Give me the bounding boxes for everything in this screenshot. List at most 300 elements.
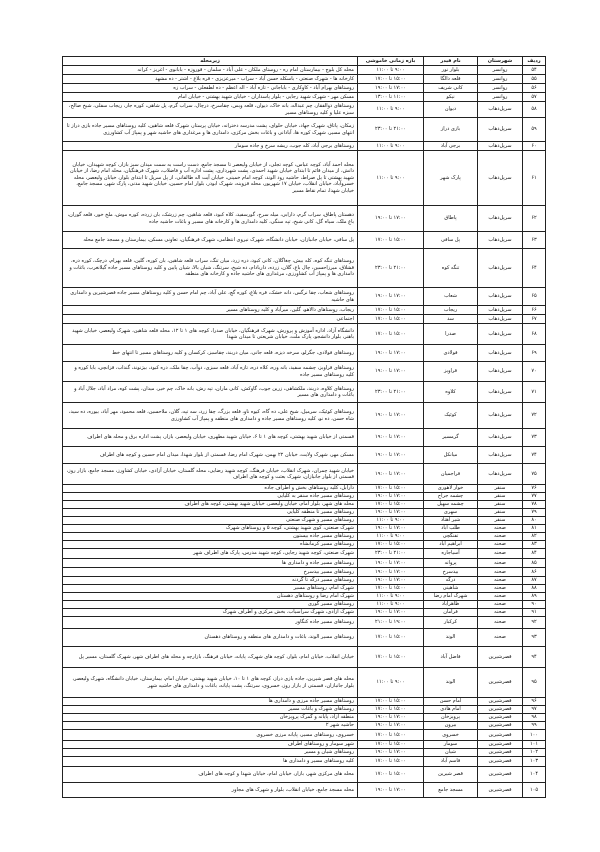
row-number: ۶۱ (522, 151, 545, 205)
county-cell: سرپل‌ذهاب (477, 315, 522, 323)
county-cell: قصرشیرین (477, 698, 522, 705)
sub-area: روستاهای فولادی، جگرلو، سرخه دیزه، قلعه جانی، میان دربند، چقاسبز، کرکسان و کلیه روستاهای مسیر تا انتهای خط (112, 349, 354, 356)
table-row (62, 533, 545, 541)
outage-time: ۱۷:۰۰ تا ۱۹:۰۰ (357, 559, 423, 567)
table-row (62, 749, 545, 757)
sub-area: روستاهای مسیر تا منطقه کلیایی (287, 509, 354, 516)
header-row-number: ردیف (522, 57, 545, 65)
sub-area: محله کل بلوچ - بیمارستان امام ره - روستای ملکان - علی آباد - سلمان - قوروزه - بابانوی - اغریز - کرانه (137, 66, 354, 73)
row-number: ۵۷ (522, 93, 545, 101)
county-cell: سرپل‌ذهاب (477, 118, 522, 141)
outage-time: ۱۷:۰۰ تا ۱۹:۰۰ (357, 509, 423, 516)
feeder-name: شیان (423, 749, 477, 756)
county-cell: سرپل‌ذهاب (477, 306, 522, 314)
outage-time: ۱۷:۰۰ تا ۱۹:۰۰ (357, 493, 423, 500)
sub-area-cell (62, 75, 357, 83)
outage-time: ۱۷:۰۰ تا ۱۹:۰۰ (357, 403, 423, 428)
row-number: ۵۹ (522, 118, 545, 141)
table-row (62, 767, 545, 783)
table-row (62, 601, 545, 609)
table-row (62, 609, 545, 617)
sub-area: خیابان شهید چمران، شهرک انقلاب، خیابان فرهنگ، کوچه شهید رضایی، محله گلستان، خیابان آزادی، خیابان کشاورز، مسجد جامع، بازار روز، قسمتی از بلوار جانبازان، شهرک بعثت و کوچه های اطراف (66, 467, 354, 480)
table-row (62, 501, 545, 509)
sub-area-cell (62, 493, 357, 500)
feeder-name: تفنگچی (423, 533, 477, 540)
feeder-name: آسیاجاره (423, 549, 477, 558)
row-number: ۸۹ (522, 593, 545, 600)
feeder-name: خسروی (423, 730, 477, 740)
county-cell: صحنه (477, 533, 522, 540)
sub-area-cell (62, 232, 357, 248)
sub-area-cell (62, 533, 357, 540)
feeder-name: قصر شیرین (423, 767, 477, 782)
county-cell: سرپل‌ذهاب (477, 324, 522, 344)
outage-time: ۱۵:۰۰ تا ۱۷:۰۰ (357, 767, 423, 782)
sub-area: محله احمد آباد، کوچه عباس، کوچه تجلی، از خیابان ولیعصر تا مسجد جامع، دست راست به سمت میدان سبز بازار، کوچه شهیدان، خیابان دانش، از میدان قائم تا ابتدای خیابان شهید احمدی، پشت شهرداری، پشت اداره آب و فاضلاب، شهرک فرهنگیان، محله امام رضا، از خیابان شهید بهشتی تا پل صراط، حاشیه رود الوند، کوچه امام خمینی، خیابان آیت اله طالقانی، از پل سرپل تا ابتدای بلوار، خیابان ولیعصر، محله خسروآباد، خیابان انقلاب، خیابان ۱۷ شهریور، محله قزوینه، شهرک ابوذر، بلوار امام حسین، خیابان شهید مدنی، پارک شهر، مسجد جامع، خیابان شهدا، تمام نقاط مسیر (70, 161, 354, 194)
sub-area-cell (62, 559, 357, 567)
outage-time: ۱۵:۰۰ تا ۱۷:۰۰ (357, 629, 423, 646)
outage-time: ۱۷:۰۰ تا ۱۹:۰۰ (357, 464, 423, 484)
outage-time: ۱۵:۰۰ تا ۱۷:۰۰ (357, 585, 423, 592)
feeder-name: فرامان (423, 609, 477, 616)
table-row (62, 629, 545, 647)
feeder-name: ریجاب (423, 306, 477, 314)
sub-area: روستاهای شعاب، چقا نرگس، دانه خشک، قره بلاغ، کوره گچ، علی آباد، چم امام حسن و کلیه روستاهای مسیر جاده قصرشیرین و دامداری های حاشیه (70, 290, 354, 303)
sub-area: منطقه آزاد، پایانه و گمرک پرویزخان (279, 714, 354, 721)
sub-area-cell (62, 93, 357, 101)
sub-area-cell (62, 288, 357, 305)
sub-area: روستاهای مسیر جاده و دامداری ها (281, 559, 354, 566)
table-row (62, 84, 545, 93)
sub-area: روستاهای برجی آباد، کله جوب، ریشه سرخ و جاده سومار (234, 142, 354, 149)
table-row (62, 324, 545, 345)
sub-area: زمکان، پاتاق، شهرک جهاد، خیابان حلوای، پشت مدرسه دخترانه، خیابان پرستار، شهرک قلعه شاهین، کلیه روستاهای مسیر جاده بازی دراز تا انتهای مسیر، شهرک کوره ها، آبادانی و باغات بخش مرکزی، دامداری ها و مرغداری های حاشیه شهر و پمپاژ آب کشاورزی (66, 123, 354, 136)
county-cell: روانسر (477, 66, 522, 74)
outage-time: ۱۹:۰۰ تا ۲۱:۰۰ (357, 617, 423, 628)
feeder-name: بازی دراز (423, 118, 477, 141)
sub-area: مسکن مهر - شهرک شهید رجایی - بلوار پاسداران - خیابان شهید بهشتی - خیابان امام (177, 93, 354, 100)
sub-area: شهرک صنعتی، کوچه شهید رجایی، کوچه شهید مدرس، پارک های اطراف شهر (193, 550, 354, 557)
row-number: ۹۷ (522, 706, 545, 713)
table-row (62, 549, 545, 559)
sub-area-cell (62, 783, 357, 797)
row-number: ۹۸ (522, 714, 545, 721)
outage-time: ۱۵:۰۰ تا ۱۷:۰۰ (357, 485, 423, 492)
sub-area: شهر سومار و روستاهای اطراف (287, 741, 354, 748)
outage-time: ۱۷:۰۰ تا ۱۹:۰۰ (357, 525, 423, 532)
county-cell: صحنه (477, 549, 522, 558)
row-number: ۶۷ (522, 315, 545, 323)
table-row (62, 206, 545, 232)
county-cell: سرپل‌ذهاب (477, 464, 522, 484)
feeder-name: گرمسیر (423, 429, 477, 446)
row-number: ۵۶ (522, 84, 545, 92)
feeder-name: قلعه دالگا (423, 75, 477, 83)
outage-time: ۱۷:۰۰ تا ۱۹:۰۰ (357, 362, 423, 381)
outage-time: ۱۵:۰۰ تا ۱۷:۰۰ (357, 647, 423, 667)
sub-area-cell (62, 577, 357, 584)
table-row (62, 142, 545, 151)
table-header-row (62, 57, 545, 66)
table-row (62, 288, 545, 306)
sub-area: مسکن مهر، شهرک ولایت، خیابان ۲۲ بهمن، شهرک امام رضا، قسمتی از بلوار شهدا، میدان امام حسین و کوچه های اطراف (99, 451, 354, 458)
sub-area: روستاهای مسیر کرمانشاه (299, 541, 354, 548)
table-row (62, 464, 545, 485)
table-row (62, 541, 545, 549)
table-row (62, 525, 545, 533)
sub-area-cell (62, 464, 357, 484)
row-number: ۸۸ (522, 585, 545, 592)
feeder-name: الوند (423, 668, 477, 697)
sub-area-cell (62, 617, 357, 628)
sub-area: روستاهای مسیر درگه تا گردنه (292, 577, 354, 584)
outage-time: ۱۷:۰۰ تا ۱۹:۰۰ (357, 345, 423, 361)
outage-time: ۱۷:۰۰ تا ۱۹:۰۰ (357, 447, 423, 463)
sub-area: ریجاب، روستاهای دالاهو، گلین، میرآباد و کلیه روستاهای مسیر (226, 306, 354, 313)
row-number: ۹۶ (522, 698, 545, 705)
feeder-name: مسجد جامع (423, 783, 477, 797)
row-number: ۸۶ (522, 568, 545, 576)
feeder-name: امام حسن (423, 698, 477, 705)
county-cell: سرپل‌ذهاب (477, 232, 522, 248)
sub-area-cell (62, 568, 357, 576)
sub-area: روستاهای مسیر و شهرک صنعتی (286, 517, 354, 524)
outage-time: ۱۷:۰۰ تا ۱۹:۰۰ (357, 288, 423, 305)
sub-area-cell (62, 509, 357, 516)
table-row (62, 249, 545, 288)
table-row (62, 517, 545, 525)
table-row (62, 93, 545, 102)
county-cell: صحنه (477, 525, 522, 532)
row-number: ۶۰ (522, 142, 545, 150)
feeder-name: کوئیک (423, 403, 477, 428)
feeder-name: سومار (423, 741, 477, 748)
feeder-name: چشمه جراح (423, 493, 477, 500)
outage-time: ۱۵:۰۰ تا ۱۷:۰۰ (357, 306, 423, 314)
row-number: ۶۹ (522, 345, 545, 361)
sub-area: شهرک امام، روستاهای مسیر (293, 585, 354, 592)
table-row (62, 783, 545, 798)
feeder-name: ابراهیم آباد (423, 541, 477, 548)
county-cell: سرپل‌ذهاب (477, 142, 522, 150)
outage-time: ۱۷:۰۰ تا ۱۹:۰۰ (357, 84, 423, 92)
outage-time: ۹:۰۰ تا ۱۱:۰۰ (357, 533, 423, 540)
sub-area: خسروی، روستاهای مسیر، پایانه مرزی خسروی (256, 731, 354, 738)
county-cell: سنقر (477, 517, 522, 524)
sub-area: روستاهای قراویز، چشمه سفید، بانه وره، کلاه دره، تازه آباد، قلعه سبزی، دوآب، چقا ملک، دره کبود، بیژنوند، گنداب، قزانچی، بابا کوره و کلیه روستاهای مسیر جاده (74, 365, 354, 378)
row-number: ۹۰ (522, 601, 545, 608)
row-number: ۷۳ (522, 429, 545, 446)
outage-time: ۲۱:۰۰ تا ۲۳:۰۰ (357, 382, 423, 402)
sub-area-cell (62, 66, 357, 74)
outage-time: ۱۷:۰۰ تا ۱۹:۰۰ (357, 577, 423, 584)
row-number: ۹۹ (522, 722, 545, 729)
outage-time: ۹:۰۰ تا ۱۱:۰۰ (357, 142, 423, 150)
outage-time: ۲۱:۰۰ تا ۲۳:۰۰ (357, 118, 423, 141)
table-row (62, 568, 545, 577)
outage-time: ۱۷:۰۰ تا ۱۹:۰۰ (357, 783, 423, 797)
sub-area-cell (62, 601, 357, 608)
table-row (62, 757, 545, 767)
county-cell: سرپل‌ذهاب (477, 151, 522, 205)
sub-area: کارخانه ها - شهرک صنعتی - باسکله حسن آباد - سراب - میرعزیزی - قره بلاغ - اشتر - ده مشهد (155, 75, 354, 82)
table-row (62, 509, 545, 517)
county-cell: صحنه (477, 541, 522, 548)
sub-area-cell (62, 315, 357, 323)
outage-time: ۱۷:۰۰ تا ۱۹:۰۰ (357, 609, 423, 616)
county-cell: صحنه (477, 593, 522, 600)
county-cell: قصرشیرین (477, 706, 522, 713)
feeder-name: الوند (423, 629, 477, 646)
sub-area-cell (62, 767, 357, 782)
table-row (62, 429, 545, 447)
feeder-name: صدرا (423, 324, 477, 344)
feeder-name: خوار لاهوری (423, 485, 477, 492)
row-number: ۸۷ (522, 577, 545, 584)
table-row (62, 151, 545, 206)
sub-area-cell (62, 306, 357, 314)
sub-area: شهرک صنعتی، کوی شهید بهشتی، کوچه ۵ و روستاهای شهرک (225, 525, 354, 532)
table-row (62, 730, 545, 741)
sub-area-cell (62, 206, 357, 231)
county-cell: سرپل‌ذهاب (477, 447, 522, 463)
row-number: ۱۰۴ (522, 767, 545, 782)
feeder-name: پروانه (423, 559, 477, 567)
sub-area-cell (62, 403, 357, 428)
feeder-name: شاهینی (423, 585, 477, 592)
feeder-name: میانکل (423, 447, 477, 463)
outage-time: ۱۷:۰۰ تا ۱۹:۰۰ (357, 722, 423, 729)
row-number: ۹۳ (522, 629, 545, 646)
feeder-name: برجی آباد (423, 142, 477, 150)
county-cell: سرپل‌ذهاب (477, 206, 522, 231)
row-number: ۱۰۱ (522, 741, 545, 748)
feeder-name: قراویز (423, 362, 477, 381)
row-number: ۹۲ (522, 617, 545, 628)
county-cell: سرپل‌ذهاب (477, 429, 522, 446)
table-row (62, 741, 545, 749)
sub-area: روستاهای مسیر الوند، باغات و دامداری های منطقه و روستاهای دهستان (204, 634, 354, 641)
table-row (62, 362, 545, 382)
sub-area: دانشگاه آزاد، اداره آموزش و پرورش، شهرک فرهنگیان، خیابان صدرا، کوچه های ۱ تا ۱۲، محله قلعه شاهین، شهرک ولیعصر، خیابان شهید باهنر، بلوار دانشجو، پارک ملت، خیابان شریعتی تا میدان شهدا (72, 327, 354, 340)
row-number: ۸۲ (522, 533, 545, 540)
row-number: ۷۸ (522, 501, 545, 508)
sub-area-cell (62, 84, 357, 92)
row-number: ۷۷ (522, 493, 545, 500)
outage-time: ۱۵:۰۰ تا ۱۷:۰۰ (357, 698, 423, 705)
outage-time: ۹:۰۰ تا ۱۱:۰۰ (357, 601, 423, 608)
sub-area: خیابان انقلاب، خیابان امام، بلوار، کوچه های شهرک، پایانه، خیابان فرهنگ، بازارچه و محله های اطراف شهر، شهرک گلستان، مسیر پل (78, 653, 354, 660)
sub-area: محله های شهر، بلوار امام، خیابان ولیعصر، خیابان شهید بهشتی، کوچه های اطراف (184, 501, 354, 508)
feeder-name: طلب آباد (423, 525, 477, 532)
sub-area-cell (62, 324, 357, 344)
feeder-name: شهرک امام رضا (423, 593, 477, 600)
feeder-name: قاسم آباد (423, 757, 477, 766)
feeder-name: فولادی (423, 345, 477, 361)
county-cell: سرپل‌ذهاب (477, 249, 522, 287)
table-row (62, 75, 545, 84)
sub-area: روستاهای مسیر جاده سنقر به کلیایی (277, 493, 354, 500)
outage-time: ۲۱:۰۰ تا ۲۳:۰۰ (357, 549, 423, 558)
outage-time: ۹:۰۰ تا ۱۱:۰۰ (357, 66, 423, 74)
sub-area-cell (62, 102, 357, 117)
outage-time: ۱۵:۰۰ تا ۱۷:۰۰ (357, 75, 423, 83)
county-cell: قصرشیرین (477, 730, 522, 740)
outage-time: ۱۵:۰۰ تا ۱۷:۰۰ (357, 501, 423, 508)
row-number: ۸۴ (522, 549, 545, 558)
feeder-name: بیدسرخ (423, 568, 477, 576)
header-sub-area: زیرمحله (62, 57, 357, 65)
table-row (62, 315, 545, 324)
feeder-name: شعاب (423, 288, 477, 305)
county-cell: صحنه (477, 568, 522, 576)
table-row (62, 647, 545, 668)
row-number: ۶۳ (522, 232, 545, 248)
county-cell: قصرشیرین (477, 767, 522, 782)
county-cell: قصرشیرین (477, 757, 522, 766)
row-number: ۷۲ (522, 403, 545, 428)
row-number: ۸۱ (522, 525, 545, 532)
outage-time: ۹:۰۰ تا ۱۱:۰۰ (357, 102, 423, 117)
county-cell: روانسر (477, 84, 522, 92)
table-row (62, 447, 545, 464)
table-row (62, 485, 545, 493)
county-cell: سنقر (477, 485, 522, 492)
row-number: ۹۵ (522, 668, 545, 697)
sub-area: روستاهای مسیر جاده بیستون (293, 533, 354, 540)
sub-area: شهرک امام رضا و روستاهای دهستان (276, 593, 354, 600)
feeder-name: امام هادی (423, 706, 477, 713)
row-number: ۹۱ (522, 609, 545, 616)
row-number: ۱۰۳ (522, 757, 545, 766)
sub-area: قسمتی از خیابان شهید بهشتی، کوچه های ۱ تا ۶، خیابان شهید مطهری، خیابان ولیعصر، بازار، پشت اداره برق و محله های اطراف (87, 434, 354, 441)
row-number: ۶۶ (522, 306, 545, 314)
row-number: ۷۱ (522, 382, 545, 402)
sub-area-cell (62, 382, 357, 402)
sub-area-cell (62, 429, 357, 446)
row-number: ۵۴ (522, 66, 545, 74)
table-row (62, 232, 545, 249)
feeder-name: پرویزخان (423, 714, 477, 721)
header-county: شهرستان (477, 57, 522, 65)
sub-area: روستاهای مسیر جاده کنگاور (295, 619, 354, 626)
outage-time: ۹:۰۰ تا ۱۱:۰۰ (357, 668, 423, 697)
sub-area: روستاهای تنگه کوه، کله بیش، چغاگلان، کانی کبود، دره زرد، میان تنگ، سراب قلعه شاهین، بان کوره، گلین، قلعه بهرام، درچک، کوره دره، قشلاق، میرزاحسین، چال باغ، گلان، زرده، داربادام، ده شیخ، سرتنگ، شیان بالا، شیان پایین و کلیه روستاهای مسیر جاده گیلانغرب، باغات و دامداری ها و پمپاژ آب کشاورزی، مرغداری های حاشیه جاده و کارخانه های منطقه (69, 258, 354, 278)
row-number: ۷۹ (522, 509, 545, 516)
sub-area: دهستان پاطاق، سراب گرم، دارابی، میله سرخ، گورسفید، کلاه کبود، قلعه شاهین، چم زرشک، بان زرده، کوره موش، ملخ خور، قلعه گوران، باغ ملک، سیاه گل، کانی شیخ، تپه سنگی، کلیه دامداری ها و کارخانه های مسیر و باغات حاشیه جاده (67, 212, 354, 225)
sub-area: محله مسجد جامع، خیابان انقلاب، بلوار و شهرک های مجاور (231, 786, 354, 793)
feeder-name: نیکو (423, 93, 477, 101)
county-cell: روانسر (477, 75, 522, 83)
county-cell: سنقر (477, 501, 522, 508)
outage-time: ۱۷:۰۰ تا ۱۹:۰۰ (357, 206, 423, 231)
outage-time: ۱۵:۰۰ تا ۱۷:۰۰ (357, 232, 423, 248)
sub-area-cell (62, 151, 357, 205)
sub-area-cell (62, 525, 357, 532)
table-row (62, 559, 545, 568)
row-number: ۵۸ (522, 102, 545, 117)
county-cell: صحنه (477, 559, 522, 567)
table-row (62, 714, 545, 722)
sub-area-cell (62, 722, 357, 729)
table-row (62, 585, 545, 593)
feeder-name: قراجمیان (423, 464, 477, 484)
row-number: ۱۰۵ (522, 783, 545, 797)
feeder-name: چشمه سهیل (423, 501, 477, 508)
table-row (62, 593, 545, 601)
sub-area-cell (62, 593, 357, 600)
table-row (62, 118, 545, 142)
sub-area-cell (62, 741, 357, 748)
feeder-name: دیوان (423, 102, 477, 117)
county-cell: سرپل‌ذهاب (477, 382, 522, 402)
county-cell: صحنه (477, 617, 522, 628)
row-number: ۵۵ (522, 75, 545, 83)
county-cell: صحنه (477, 585, 522, 592)
feeder-name: ظاهرآباد (423, 601, 477, 608)
county-cell: قصرشیرین (477, 668, 522, 697)
feeder-name: پاطاق (423, 206, 477, 231)
sub-area-cell (62, 249, 357, 287)
sub-area-cell (62, 118, 357, 141)
outage-time: ۹:۰۰ تا ۱۱:۰۰ (357, 151, 423, 205)
sub-area: روستاهای کوئیک، سرمیل، شیخ علی، ده گاه، کیوه ناو، قلعه بزرگ، چقا زرد، سه تپه، گلان، ملاحسین، قلعه محمود، مهر آباد، بیوره، ده سید، شاه حسن، ده نو، کلیه روستاهای مسیر جاده و دامداری های منطقه و پمپاژ آب کشاورزی (68, 409, 354, 422)
feeder-name: تنگه کوه (423, 249, 477, 287)
sub-area-cell (62, 749, 357, 756)
outage-time: ۱۵:۰۰ تا ۱۷:۰۰ (357, 757, 423, 766)
county-cell: قصرشیرین (477, 647, 522, 667)
sub-area: روستاهای ذوالفقار، چم عبداله، بانه خاک، دیوان، قلعه ویس، چقاسرخ، درچال، سراب گرم، پل شاهی، کوره جار، ریجاب سفلی، شیخ صالح، سبزه علیا و کلیه روستاهای مسیر (68, 103, 354, 116)
row-number: ۶۲ (522, 206, 545, 231)
sub-area: حاشیه شهر ۲ (325, 722, 354, 729)
sub-area-cell (62, 757, 357, 766)
sub-area: روستاهای بهرام آباد - کاوکاری - باباجانی - تازه آباد - اله اعظم - ده لطفعلی - سراب زه (173, 84, 354, 91)
feeder-name: بلوار نور (423, 66, 477, 74)
row-number: ۸۵ (522, 559, 545, 567)
feeder-name: کلاوه (423, 382, 477, 402)
sub-area-cell (62, 345, 357, 361)
table-row (62, 382, 545, 403)
sub-area-cell (62, 447, 357, 463)
sub-area-cell (62, 706, 357, 713)
table-row (62, 306, 545, 315)
row-number: ۷۴ (522, 447, 545, 463)
sub-area-cell (62, 485, 357, 492)
sub-area: کلیه روستاهای مسیر و دامداری ها (283, 758, 354, 765)
sub-area-cell (62, 609, 357, 616)
feeder-name: درگه (423, 577, 477, 584)
outage-time: ۱۵:۰۰ تا ۱۷:۰۰ (357, 706, 423, 713)
row-number: ۱۰۲ (522, 749, 545, 756)
outage-time: ۱۷:۰۰ تا ۱۹:۰۰ (357, 568, 423, 576)
outage-time: ۲۱:۰۰ تا ۲۳:۰۰ (357, 249, 423, 287)
outage-time: ۱۵:۰۰ تا ۱۷:۰۰ (357, 541, 423, 548)
row-number: ۶۸ (522, 324, 545, 344)
feeder-name: سد (423, 315, 477, 323)
county-cell: سرپل‌ذهاب (477, 403, 522, 428)
sub-area-cell (62, 698, 357, 705)
county-cell: سنقر (477, 493, 522, 500)
county-cell: قصرشیرین (477, 722, 522, 729)
sub-area: روستاهای مسیر بیدسرخ (303, 568, 354, 575)
outage-time: ۱۷:۰۰ تا ۱۹:۰۰ (357, 429, 423, 446)
header-feeder-name: نام فیدر (423, 57, 477, 65)
feeder-name: پارک شهر (423, 151, 477, 205)
county-cell: سنقر (477, 509, 522, 516)
outage-time: ۱۵:۰۰ تا ۱۷:۰۰ (357, 324, 423, 344)
outage-time: ۱۱:۰۰ تا ۱۳:۰۰ (357, 93, 423, 101)
table-row (62, 345, 545, 362)
